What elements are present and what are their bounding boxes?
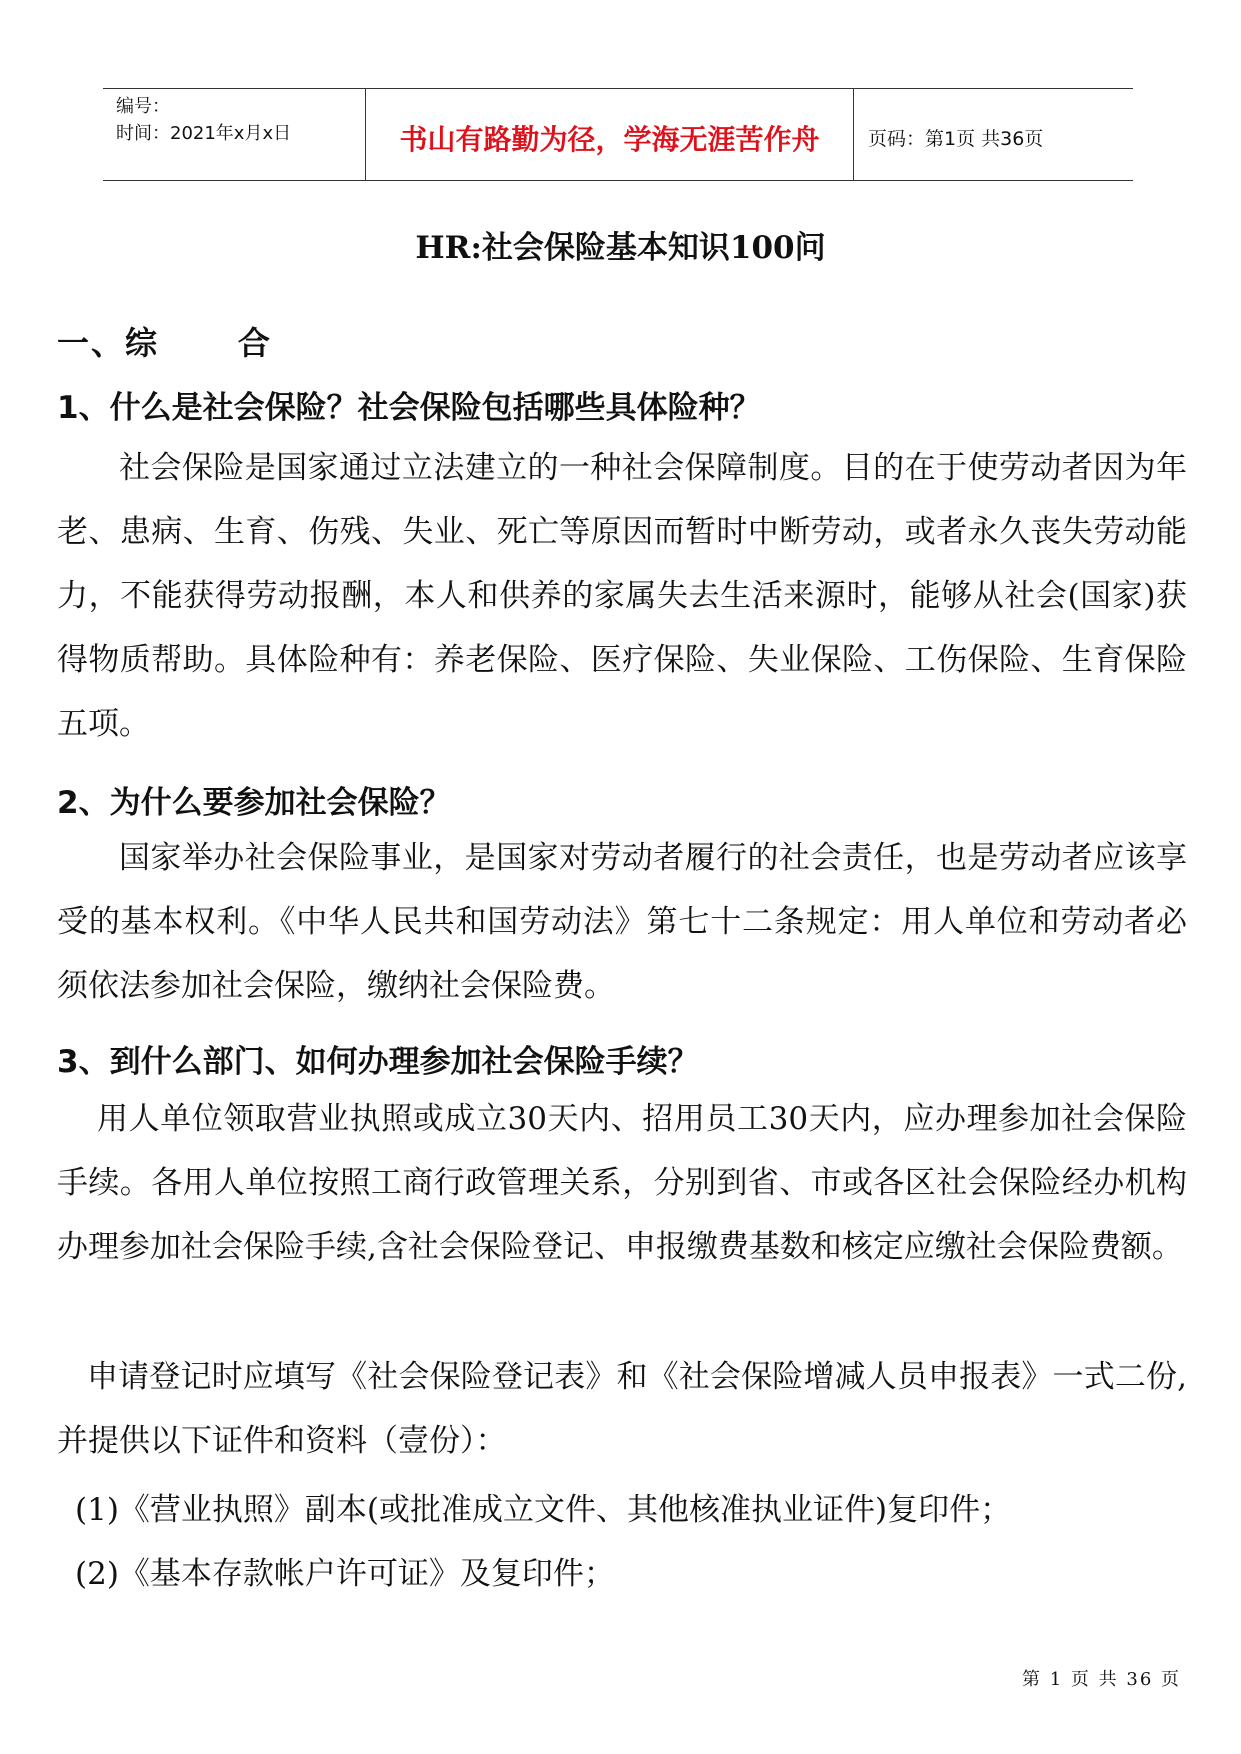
question-1: 1、什么是社会保险？社会保险包括哪些具体险种？ [57, 390, 761, 426]
answer-2: 国家举办社会保险事业，是国家对劳动者履行的社会责任，也是劳动者应该享受的基本权利。《中华人民共和国劳动法》第七十二条规定：用人单位和劳动者必须依法参加社会保险，缴纳社会保险费。 [57, 840, 1187, 1004]
section-heading: 一、综 合 [57, 324, 272, 362]
header-divider-right [853, 88, 854, 181]
header-motto: 书山有路勤为径，学海无涯苦作舟 [399, 123, 820, 156]
header-top-rule [103, 88, 1133, 89]
header-bottom-rule [103, 180, 1133, 181]
answer-3-part-1: 用人单位领取营业执照或成立30天内、招用员工30天内，应办理参加社会保险手续。各用人单位按照工商行政管理关系，分别到省、市或各区社会保险经办机构办理参加社会保险手续,含社会保险登记、申报缴费基数和核定应缴社会保险费额。 [57, 1101, 1187, 1265]
list-item-2: (2)《基本存款帐户许可证》及复印件； [75, 1556, 615, 1592]
document-title: HR:社会保险基本知识100问 [415, 230, 826, 266]
header-page-label: 页码：第1页 共36页 [868, 128, 1044, 150]
doc-number-label: 编号： [116, 96, 170, 117]
list-item-1: (1)《营业执照》副本(或批准成立文件、其他核准执业证件)复印件； [75, 1492, 1012, 1528]
question-3: 3、到什么部门、如何办理参加社会保险手续？ [57, 1044, 699, 1080]
doc-time-label: 时间：2021年x月x日 [116, 123, 292, 144]
answer-3-part-2: 申请登记时应填写《社会保险登记表》和《社会保险增减人员申报表》一式二份,并提供以下证件和资料（壹份）： [57, 1359, 1187, 1459]
question-2: 2、为什么要参加社会保险？ [57, 785, 451, 821]
header-meta [116, 93, 291, 147]
page-footer: 第 1 页 共 36 页 [1022, 1669, 1181, 1690]
answer-1: 社会保险是国家通过立法建立的一种社会保障制度。目的在于使劳动者因为年老、患病、生育、伤残、失业、死亡等原因而暂时中断劳动，或者永久丧失劳动能力，不能获得劳动报酬，本人和供养的家属失去生活来源时，能够从社会(国家)获得物质帮助。具体险种有：养老保险、医疗保险、失业保险、工伤保险、生育保险五项。 [57, 450, 1187, 742]
